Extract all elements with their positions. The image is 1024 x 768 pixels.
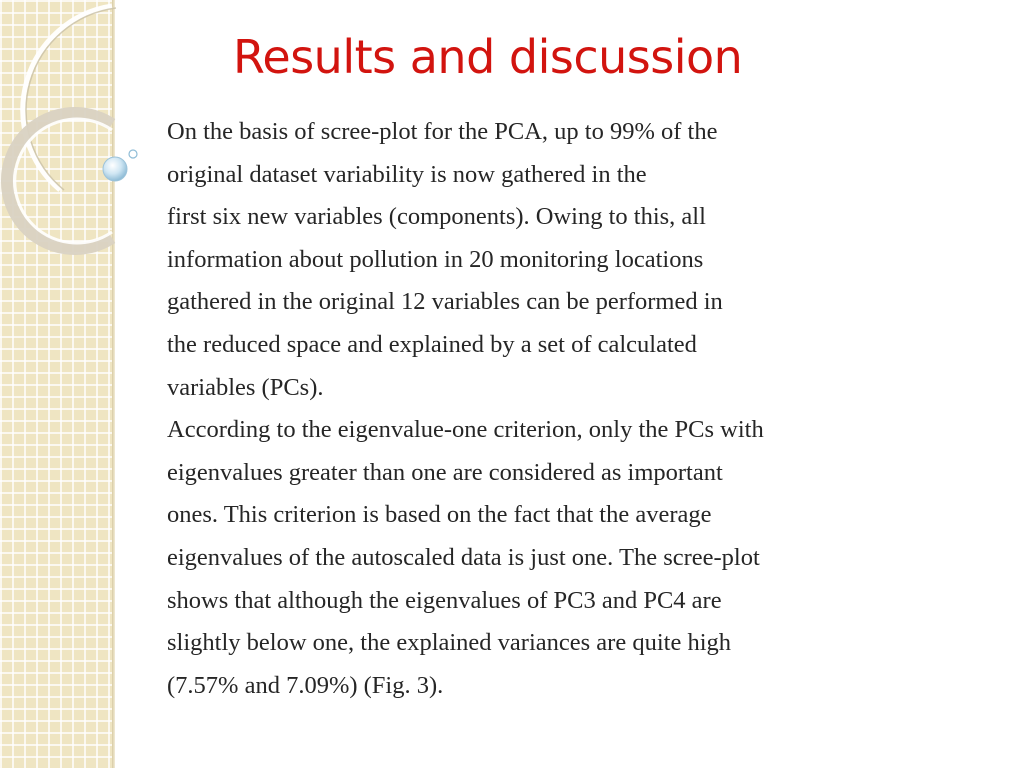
body-line: According to the eigenvalue-one criterion, only the PCs with: [167, 416, 764, 444]
body-text: [167, 111, 887, 707]
blue-dot: [103, 157, 127, 181]
large-arc: [23, 6, 112, 190]
body-line: eigenvalues of the autoscaled data is just one. The scree-plot: [167, 543, 760, 571]
large-arc-shadow: [26, 8, 116, 190]
body-line: shows that although the eigenvalues of PC3 and PC4 are: [167, 586, 722, 614]
slide-title: Results and discussion: [233, 30, 743, 84]
body-line: slightly below one, the explained variances are quite high: [167, 629, 732, 657]
body-line: the reduced space and explained by a set of calculated: [167, 330, 697, 358]
small-ring: [7, 113, 112, 249]
body-line: On the basis of scree-plot for the PCA, up to 99% of the: [167, 118, 718, 145]
body-line: first six new variables (components). Owing to this, all: [167, 203, 706, 231]
body-line: ones. This criterion is based on the fact that the average: [167, 501, 712, 529]
body-line: information about pollution in 20 monitoring locations: [167, 245, 704, 273]
small-ring-dot: [129, 150, 137, 158]
body-line: eigenvalues greater than one are considered as important: [167, 458, 723, 486]
body-line: gathered in the original 12 variables can be performed in: [167, 288, 723, 316]
body-line: (7.57% and 7.09%) (Fig. 3).: [167, 671, 444, 699]
body-line: original dataset variability is now gathered in the: [167, 160, 647, 188]
body-line: variables (PCs).: [167, 373, 324, 401]
